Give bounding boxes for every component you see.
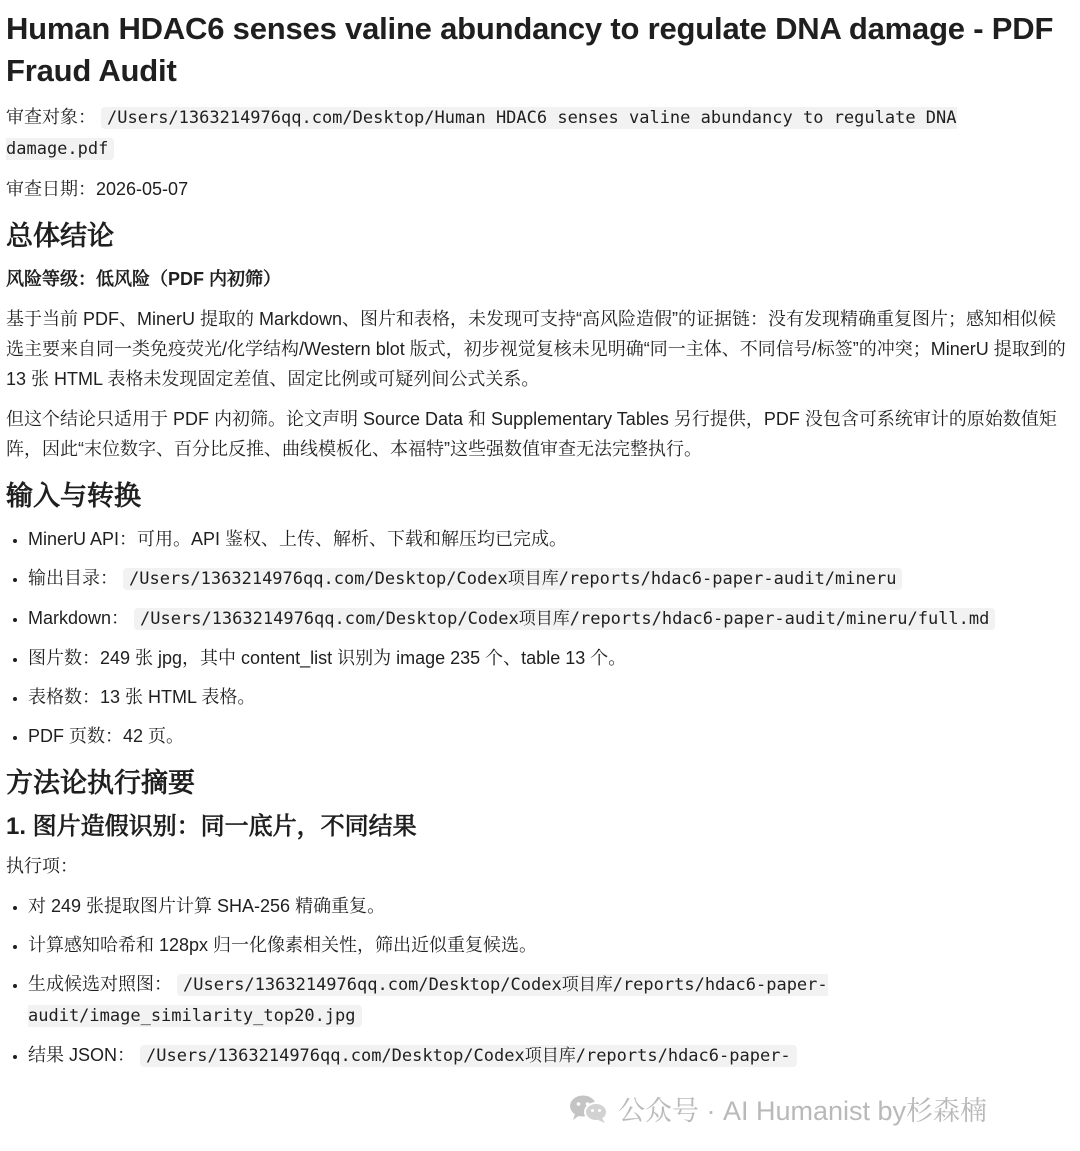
result-json-path: /Users/1363214976qq.com/Desktop/Codex项目库/reports/hdac6-paper- — [140, 1045, 797, 1067]
input-list — [6, 524, 1074, 751]
item-label: MinerU API： — [28, 529, 138, 549]
item-text: 13 张 HTML 表格。 — [100, 687, 256, 707]
list-item — [28, 682, 1074, 712]
item-text: 可用。API 鉴权、上传、解析、下载和解压均已完成。 — [137, 529, 568, 549]
list-item — [28, 969, 1074, 1031]
list-item — [28, 563, 1074, 594]
item-text: 249 张 jpg，其中 content_list 识别为 image 235 个、table 13 个。 — [100, 648, 627, 668]
conclusion-paragraph-1: 基于当前 PDF、MinerU 提取的 Markdown、图片和表格，未发现可支持“高风险造假”的证据链：没有发现精确重复图片；感知相似候选主要来自同一类免疫荧光/化学结构/Western blot 版式，初步视觉复核未见明确“同一主体、不同信号/标签”的冲突；MinerU 提取到的 13 张 HTML 表格未发现固定差值、固定比例或可疑列间公式关系。 — [6, 309, 1066, 389]
item-label: 生成候选对照图： — [28, 974, 172, 994]
audit-target-path: /Users/1363214976qq.com/Desktop/Human HDAC6 senses valine abundancy to regulate DNA damage.pdf — [6, 108, 957, 159]
output-dir-path: /Users/1363214976qq.com/Desktop/Codex项目库/reports/hdac6-paper-audit/mineru — [123, 568, 902, 590]
methods-list — [6, 891, 1074, 1071]
risk-level: 风险等级：低风险（PDF 内初筛） — [6, 269, 281, 289]
exec-label: 执行项： — [6, 856, 78, 876]
item-label: Markdown： — [28, 608, 130, 628]
audit-date-value: 2026-05-07 — [96, 179, 189, 199]
item-label: 图片数： — [28, 648, 100, 668]
audit-target-label: 审查对象： — [6, 107, 96, 127]
watermark-text: 公众号 · AI Humanist by杉森楠 — [618, 1096, 988, 1126]
list-item — [28, 721, 1074, 751]
list-item — [28, 891, 1074, 921]
audit-date — [6, 174, 1074, 204]
list-item — [28, 603, 1074, 634]
item-label: 输出目录： — [28, 568, 118, 588]
input-heading: 输入与转换 — [6, 481, 141, 511]
page-title: Human HDAC6 senses valine abundancy to regulate DNA damage - PDF Fraud Audit — [6, 11, 1054, 88]
list-item — [28, 930, 1074, 960]
item-label: 表格数： — [28, 687, 100, 707]
list-item — [28, 524, 1074, 554]
comparison-image-path: /Users/1363214976qq.com/Desktop/Codex项目库/reports/hdac6-paper-audit/image_similarity_top20.jpg — [28, 975, 828, 1026]
conclusion-heading: 总体结论 — [6, 221, 114, 251]
item-label: 结果 JSON： — [28, 1045, 136, 1065]
item-text: 42 页。 — [123, 726, 185, 746]
markdown-path: /Users/1363214976qq.com/Desktop/Codex项目库/reports/hdac6-paper-audit/mineru/full.md — [134, 608, 995, 630]
item-label: PDF 页数： — [28, 726, 124, 746]
wechat-icon — [568, 1094, 610, 1124]
audit-target — [6, 102, 1074, 164]
conclusion-paragraph-2: 但这个结论只适用于 PDF 内初筛。论文声明 Source Data 和 Supplementary Tables 另行提供，PDF 没包含可系统审计的原始数值矩阵，因此“末位数字、百分比反推、曲线模板化、本福特”这些强数值审查无法完整执行。 — [6, 409, 1057, 459]
audit-date-label: 审查日期： — [6, 179, 96, 199]
list-item — [28, 643, 1074, 673]
item-text: 计算感知哈希和 128px 归一化像素相关性，筛出近似重复候选。 — [28, 935, 538, 955]
watermark — [568, 1089, 993, 1128]
methods-subheading-1: 1. 图片造假识别：同一底片，不同结果 — [6, 813, 417, 840]
methods-heading: 方法论执行摘要 — [6, 768, 195, 798]
item-text: 对 249 张提取图片计算 SHA-256 精确重复。 — [28, 896, 386, 916]
list-item — [28, 1040, 1074, 1071]
